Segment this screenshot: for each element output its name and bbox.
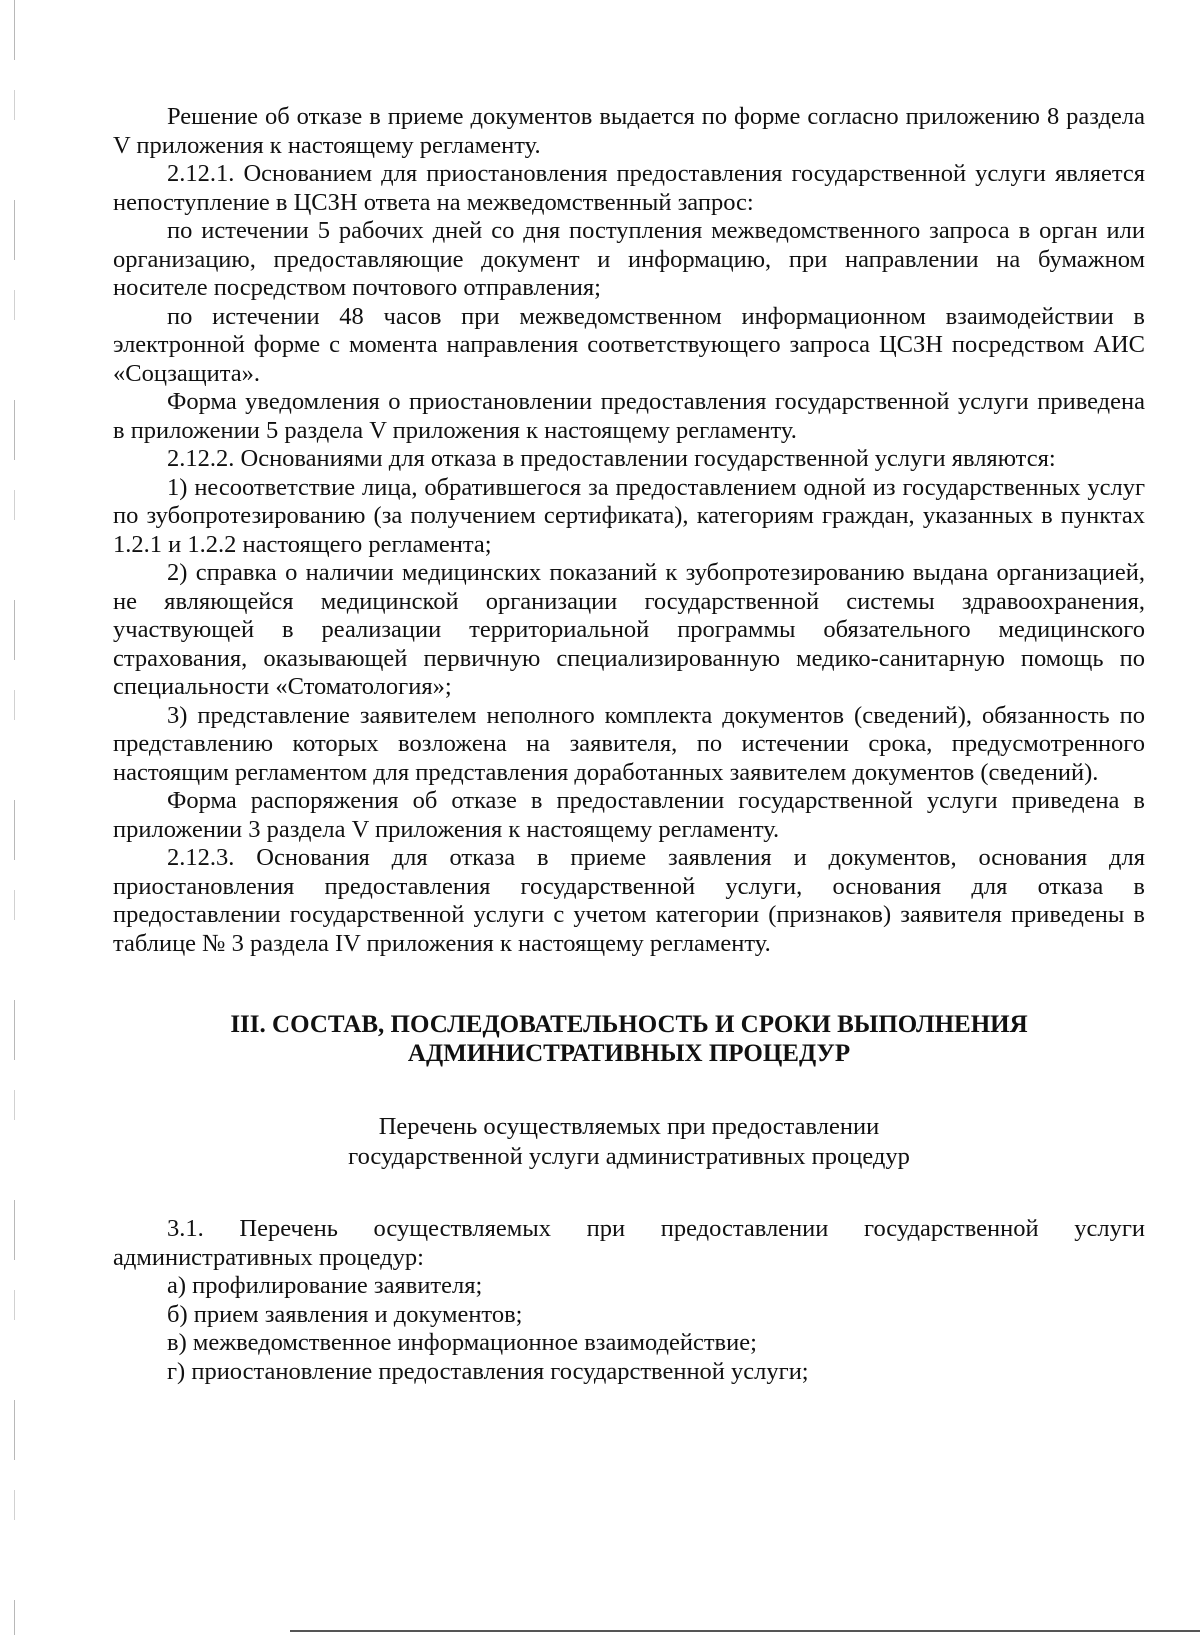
subheading-line: государственной услуги административных процедур bbox=[348, 1143, 910, 1170]
paragraph: 2.12.3. Основания для отказа в приеме заявления и документов, основания для приостановления предоставления государственной услуги, основания для отказа в предоставлении государственной услуги с учетом категории (признаков) заявителя приведены в таблице № 3 раздела IV приложения к настоящему регламенту. bbox=[113, 844, 1145, 957]
paragraph: по истечении 5 рабочих дней со дня поступления межведомственного запроса в орган или организацию, предоставляющие документ и информацию, при направлении на бумажном носителе посредством почтового отправления; bbox=[113, 217, 1145, 301]
paragraph: 1) несоответствие лица, обратившегося за предоставлением одной из государственных услуг по зубопротезированию (за получением сертификата), категориям граждан, указанных в пунктах 1.2.1 и 1.2.2 настоящего регламента; bbox=[113, 473, 1145, 558]
paragraph: Форма уведомления о приостановлении предоставления государственной услуги приведена в приложении 5 раздела V приложения к настоящему регламенту. bbox=[113, 388, 1145, 444]
paragraph: Форма распоряжения об отказе в предоставлении государственной услуги приведена в приложении 3 раздела V приложения к настоящему регламенту. bbox=[113, 787, 1145, 843]
section-subheading bbox=[113, 1112, 1145, 1172]
paragraph: 2.12.2. Основаниями для отказа в предоставлении государственной услуги являются: bbox=[167, 445, 1056, 472]
list-item: г) приостановление предоставления государственной услуги; bbox=[167, 1357, 809, 1385]
paragraph: 2) справка о наличии медицинских показаний к зубопротезированию выдана организацией, не являющейся медицинской организации государственной системы здравоохранения, участвующей в реализации территориальной программы обязательного медицинского страхования, оказывающей первичную специализированную медико-санитарную помощь по специальности «Стоматология»; bbox=[113, 559, 1145, 700]
list-item: а) профилирование заявителя; bbox=[167, 1272, 483, 1299]
scan-edge-artifact bbox=[14, 0, 15, 1635]
paragraph: Решение об отказе в приеме документов выдается по форме согласно приложению 8 раздела V приложения к настоящему регламенту. bbox=[113, 103, 1145, 159]
section-title bbox=[113, 1010, 1145, 1068]
paragraph: 3) представление заявителем неполного комплекта документов (сведений), обязанность по представлению которых возложена на заявителя, по истечении срока, предусмотренного настоящим регламентом для представления доработанных заявителем документов (сведений). bbox=[113, 701, 1145, 786]
subheading-line: Перечень осуществляемых при предоставлении bbox=[378, 1113, 880, 1140]
paragraph: 2.12.1. Основанием для приостановления предоставления государственной услуги является непоступление в ЦСЗН ответа на межведомственный запрос: bbox=[113, 160, 1145, 216]
list-item: б) прием заявления и документов; bbox=[167, 1300, 523, 1328]
document-body bbox=[113, 103, 1145, 1386]
section-title-line: АДМИНИСТРАТИВНЫХ ПРОЦЕДУР bbox=[407, 1040, 851, 1067]
page-bottom-rule bbox=[290, 1630, 1200, 1632]
section-title-line: III. СОСТАВ, ПОСЛЕДОВАТЕЛЬНОСТЬ И СРОКИ ВЫПОЛНЕНИЯ bbox=[230, 1011, 1028, 1038]
list-intro: 3.1. Перечень осуществляемых при предоставлении государственной услуги административных процедур: bbox=[113, 1215, 1145, 1271]
paragraph: по истечении 48 часов при межведомственном информационном взаимодействии в электронной форме с момента направления соответствующего запроса ЦСЗН посредством АИС «Соцзащита». bbox=[113, 302, 1145, 387]
list-item: в) межведомственное информационное взаимодействие; bbox=[167, 1329, 757, 1356]
